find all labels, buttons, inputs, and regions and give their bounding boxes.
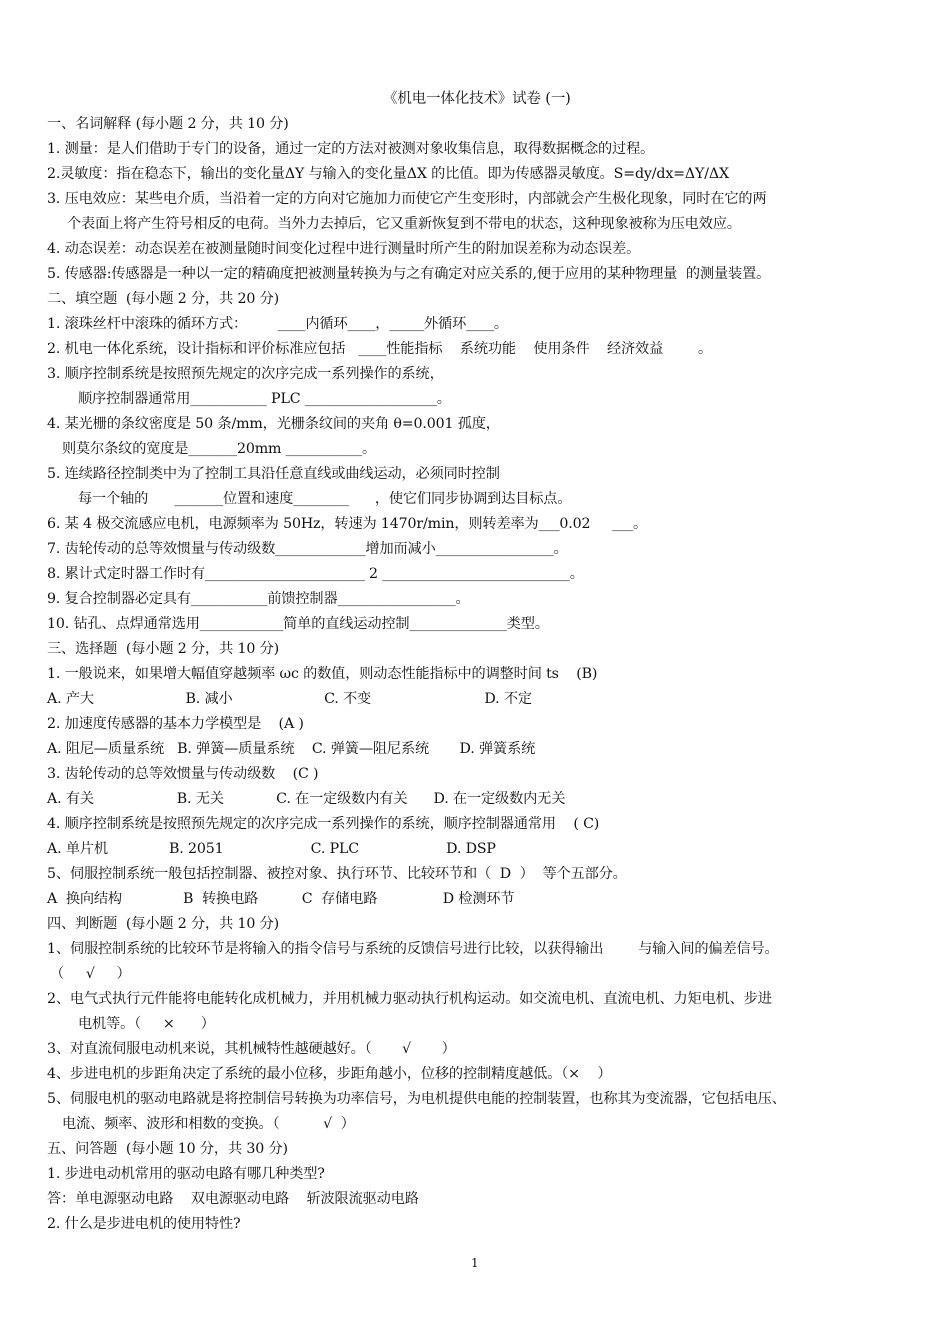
- text-line: （ √ ）: [50, 966, 131, 982]
- text-line: 个表面上将产生符号相反的电荷。当外力去掉后，它又重新恢复到不带电的状态，这种现象被称为压电效应。: [67, 216, 741, 232]
- text-line: 1. 步进电动机常用的驱动电路有哪几种类型?: [47, 1166, 325, 1182]
- section-heading-2: 二、填空题 (每小题 2 分，共 20 分): [47, 291, 280, 307]
- text-line: 则莫尔条纹的宽度是_______20mm ___________。: [62, 441, 377, 457]
- text-line: 2.灵敏度：指在稳态下，输出的变化量ΔY 与输入的变化量ΔX 的比值。即为传感器灵敏度。S=dy/dx=ΔY/ΔX: [47, 166, 729, 182]
- text-line: 答：单电源驱动电路 双电源驱动电路 斩波限流驱动电路: [47, 1191, 419, 1207]
- text-line: A. 阻尼—质量系统 B. 弹簧—质量系统 C. 弹簧—阻尼系统 D. 弹簧系统: [47, 741, 536, 757]
- text-line: 1. 测量：是人们借助于专门的设备，通过一定的方法对被测对象收集信息，取得数据概念的过程。: [47, 141, 655, 157]
- text-line: A. 单片机 B. 2051 C. PLC D. DSP: [47, 841, 496, 857]
- section-heading-1: 一、名词解释 (每小题 2 分，共 10 分): [47, 116, 289, 132]
- text-line: 3. 齿轮传动的总等效惯量与传动级数 (C ): [47, 766, 319, 782]
- text-line: 电机等。（ × ）: [78, 1016, 215, 1032]
- text-line: 2. 什么是步进电机的使用特性?: [47, 1216, 241, 1232]
- section-heading-5: 五、问答题 (每小题 10 分，共 30 分): [47, 1141, 288, 1157]
- text-line: 5、伺服控制系统一般包括控制器、被控对象、执行环节、比较环节和（ D ） 等个五部分。: [47, 866, 627, 882]
- text-line: 1、伺服控制系统的比较环节是将输入的指令信号与系统的反馈信号进行比较，以获得输出 与输入间的偏差信号。: [47, 941, 779, 957]
- text-line: 4. 某光栅的条纹密度是 50 条/mm，光栅条纹间的夹角 θ=0.001 孤度，: [47, 416, 500, 432]
- text-line: 3. 顺序控制系统是按照预先规定的次序完成一系列操作的系统，: [47, 366, 444, 382]
- text-line: 2. 机电一体化系统，设计指标和评价标准应包括 ____性能指标 系统功能 使用条件 经济效益 。: [47, 341, 713, 357]
- page-title: 《机电一体化技术》试卷 (一): [383, 91, 571, 107]
- text-line: 4. 动态误差：动态误差在被测量随时间变化过程中进行测量时所产生的附加误差称为动态误差。: [47, 241, 641, 257]
- text-line: 4. 顺序控制系统是按照预先规定的次序完成一系列操作的系统，顺序控制器通常用 ( C): [47, 816, 600, 832]
- section-heading-3: 三、选择题 (每小题 2 分，共 10 分): [47, 641, 280, 657]
- text-line: 9. 复合控制器必定具有___________前馈控制器_________________。: [47, 591, 470, 607]
- text-line: 4、步进电机的步距角决定了系统的最小位移，步距角越小，位移的控制精度越低。（× ）: [47, 1066, 612, 1082]
- text-line: 2、电气式执行元件能将电能转化成机械力，并用机械力驱动执行机构运动。如交流电机、直流电机、力矩电机、步进: [47, 991, 772, 1007]
- text-line: 每一个轴的 _______位置和速度________ ，使它们同步协调到达目标点。: [78, 491, 572, 507]
- text-line: 2. 加速度传感器的基本力学模型是 (A ): [47, 716, 304, 732]
- text-line: 3. 压电效应：某些电介质，当沿着一定的方向对它施加力而使它产生变形时，内部就会产生极化现象，同时在它的两: [47, 191, 767, 207]
- text-line: 电流、频率、波形和相数的变换。（ √ ）: [62, 1116, 355, 1132]
- text-line: 6. 某 4 极交流感应电机，电源频率为 50Hz，转速为 1470r/min，则转差率为___0.02 ___。: [47, 516, 648, 532]
- text-line: A. 产大 B. 减小 C. 不变 D. 不定: [47, 691, 532, 707]
- text-line: 1. 一般说来，如果增大幅值穿越频率 ωc 的数值，则动态性能指标中的调整时间 ts (B): [47, 666, 598, 682]
- text-line: 5、伺服电机的驱动电路就是将控制信号转换为功率信号，为电机提供电能的控制装置，也称其为变流器，它包括电压、: [47, 1091, 786, 1107]
- section-heading-4: 四、判断题 (每小题 2 分，共 10 分): [47, 916, 280, 932]
- text-line: 5. 传感器:传感器是一种以一定的精确度把被测量转换为与之有确定对应关系的,便于应用的某种物理量 的测量装置。: [47, 266, 771, 282]
- text-line: 7. 齿轮传动的总等效惯量与传动级数_____________增加而减小_________________。: [47, 541, 568, 557]
- text-line: 10. 钻孔、点焊通常选用____________简单的直线运动控制______________类型。: [47, 616, 549, 632]
- text-line: 顺序控制器通常用___________ PLC ___________________。: [78, 391, 451, 407]
- page-number: 1: [471, 1256, 479, 1270]
- text-line: 3、对直流伺服电动机来说，其机械特性越硬越好。（ √ ）: [47, 1041, 456, 1057]
- text-line: 5. 连续路径控制类中为了控制工具沿任意直线或曲线运动，必须同时控制: [47, 466, 500, 482]
- text-line: 1. 滚珠丝杆中滚珠的循环方式： ____内循环____，_____外循环____。: [47, 316, 508, 332]
- text-line: A. 有关 B. 无关 C. 在一定级数内有关 D. 在一定级数内无关: [47, 791, 566, 807]
- text-line: 8. 累计式定时器工作时有_______________________ 2 ___________________________。: [47, 566, 584, 582]
- text-line: A 换向结构 B 转换电路 C 存储电路 D 检测环节: [47, 891, 515, 907]
